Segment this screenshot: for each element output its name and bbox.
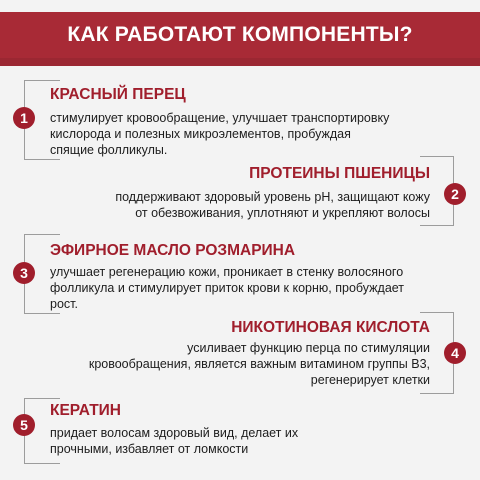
item-title: НИКОТИНОВАЯ КИСЛОТА (231, 319, 430, 336)
page-title: КАК РАБОТАЮТ КОМПОНЕНТЫ? (67, 23, 413, 46)
item-description: поддерживают здоровый уровень pH, защищают кожу от обезвоживания, уплотняют и укрепляют волосы (115, 190, 430, 220)
item-number-badge: 4 (444, 342, 466, 364)
item-number-badge: 1 (13, 107, 35, 129)
item-description: стимулирует кровообращение, улучшает транспортировку кислорода и полезных микроэлементов, пробуждая спящие фолликулы. (50, 111, 390, 157)
item-title: ПРОТЕИНЫ ПШЕНИЦЫ (249, 165, 430, 182)
item-title: ЭФИРНОЕ МАСЛО РОЗМАРИНА (50, 242, 296, 259)
item-number-badge: 5 (13, 414, 35, 436)
item-number-badge: 2 (444, 183, 466, 205)
item-description: улучшает регенерацию кожи, проникает в стенку волосяного фолликула и стимулирует приток крови к корню, пробуждает рост. (50, 265, 405, 311)
item-description: придает волосам здоровый вид, делает их прочными, избавляет от ломкости (50, 426, 299, 456)
header-band (0, 12, 480, 58)
item-title: КРАСНЫЙ ПЕРЕЦ (50, 86, 186, 103)
item-title: КЕРАТИН (50, 402, 121, 419)
header (0, 0, 480, 66)
item-description: усиливает функцию перца по стимуляции кровообращения, является важным витамином группы В3, регенерирует клетки (88, 341, 430, 387)
item-number-badge: 3 (13, 262, 35, 284)
